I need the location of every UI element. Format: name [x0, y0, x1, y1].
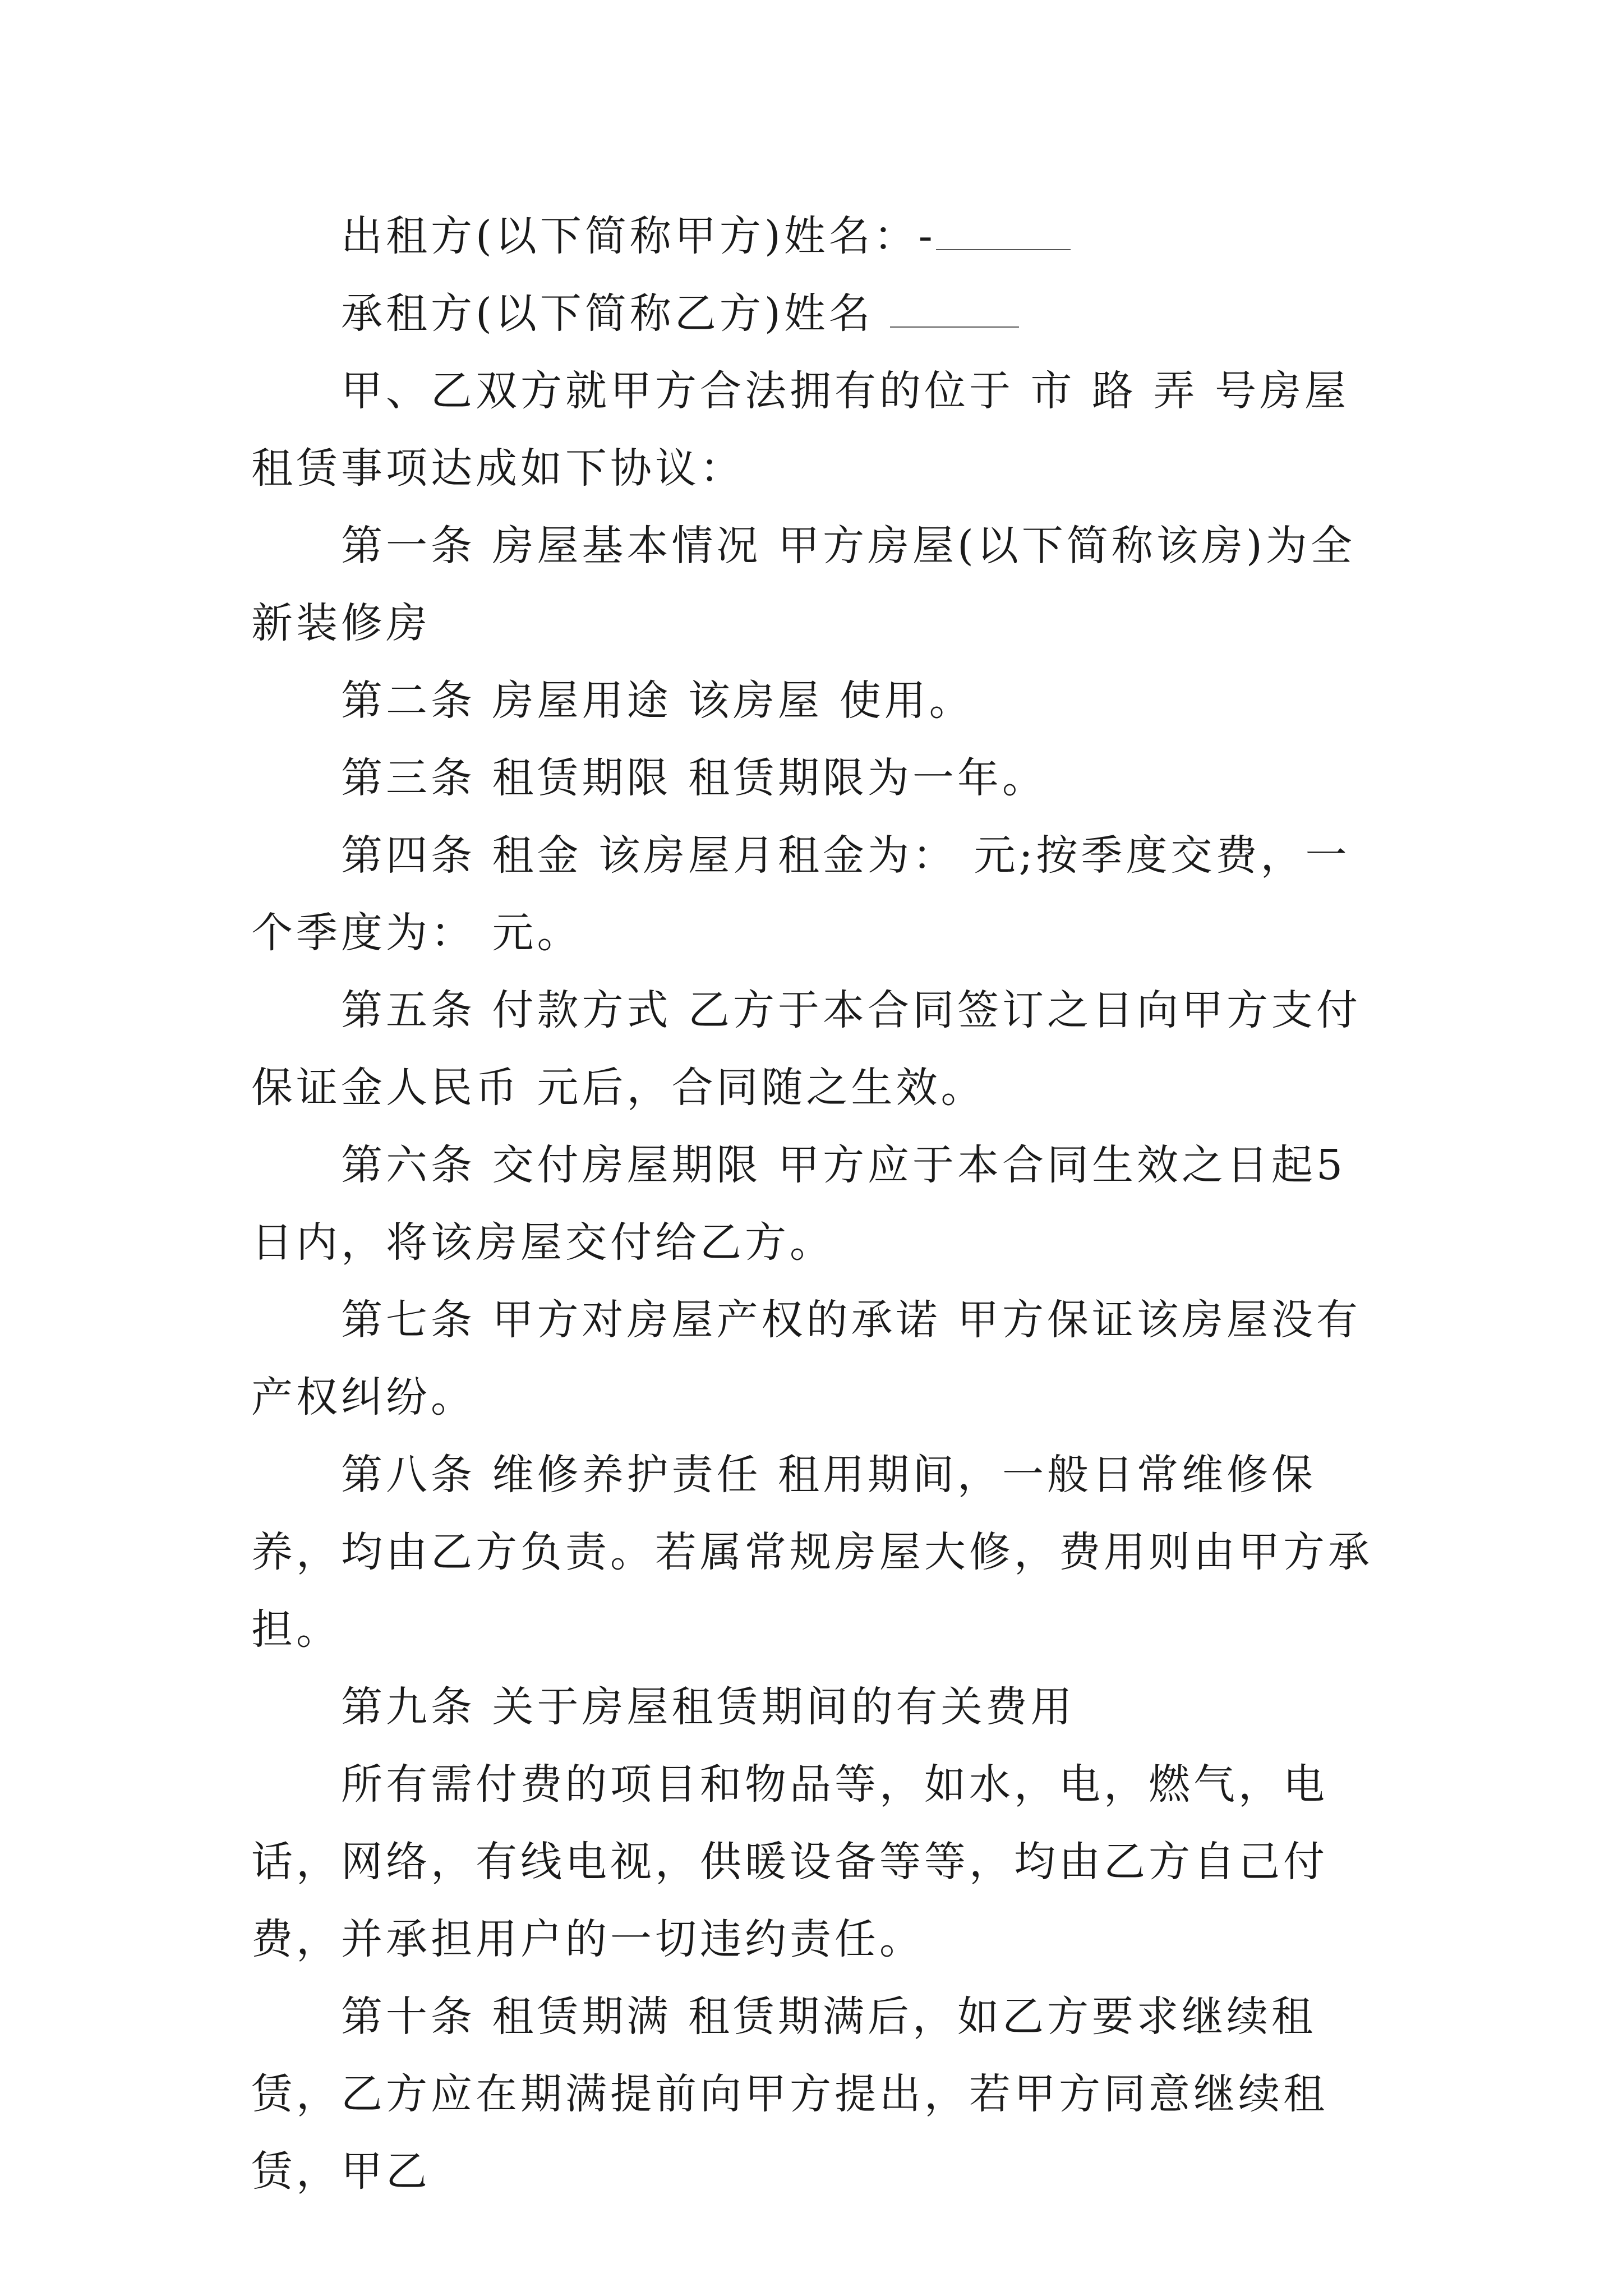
- paragraph-article-4: 第四条 租金 该房屋月租金为： 元;按季度交费，一个季度为： 元。: [251, 831, 1350, 957]
- paragraph-article-10: 第十条 租赁期满 租赁期满后，如乙方要求继续租赁，乙方应在期满提前向甲方提出，若甲方同意继续租赁，甲乙: [251, 1993, 1328, 2196]
- paragraph-intro: 甲、乙双方就甲方合法拥有的位于 市 路 弄 号房屋租赁事项达成如下协议：: [251, 367, 1350, 493]
- contract-body: [251, 197, 1390, 2210]
- paragraph-article-6: 第六条 交付房屋期限 甲方应于本合同生效之日起5日内，将该房屋交付给乙方。: [251, 1141, 1347, 1267]
- lessee-name-label: 承租方(以下简称乙方)姓名: [341, 289, 874, 338]
- paragraph-article-2: 第二条 房屋用途 该房屋 使用。: [341, 677, 974, 725]
- paragraph-article-8: 第八条 维修养护责任 租用期间，一般日常维修保养，均由乙方负责。若属常规房屋大修，费用则由甲方承担。: [251, 1451, 1373, 1654]
- lessee-name-line: [251, 275, 1390, 352]
- paragraph-article-5: 第五条 付款方式 乙方于本合同签订之日向甲方支付保证金人民币 元后，合同随之生效。: [251, 986, 1362, 1112]
- lessee-name-blank: [890, 288, 1019, 328]
- paragraph-article-9-details: 所有需付费的项目和物品等，如水，电，燃气，电话，网络，有线电视，供暖设备等等，均由乙方自己付费，并承担用户的一切违约责任。: [251, 1760, 1328, 1963]
- lessor-name-blank: [936, 211, 1071, 250]
- paragraph-article-1: 第一条 房屋基本情况 甲方房屋(以下简称该房)为全新装修房: [251, 522, 1355, 647]
- lessor-name-label: 出租方(以下简称甲方)姓名：-: [341, 212, 936, 260]
- lessor-name-line: [251, 197, 1390, 275]
- paragraph-article-9: 第九条 关于房屋租赁期间的有关费用: [341, 1683, 1076, 1731]
- paragraph-article-7: 第七条 甲方对房屋产权的承诺 甲方保证该房屋没有产权纠纷。: [251, 1296, 1362, 1421]
- paragraph-article-3: 第三条 租赁期限 租赁期限为一年。: [341, 754, 1048, 802]
